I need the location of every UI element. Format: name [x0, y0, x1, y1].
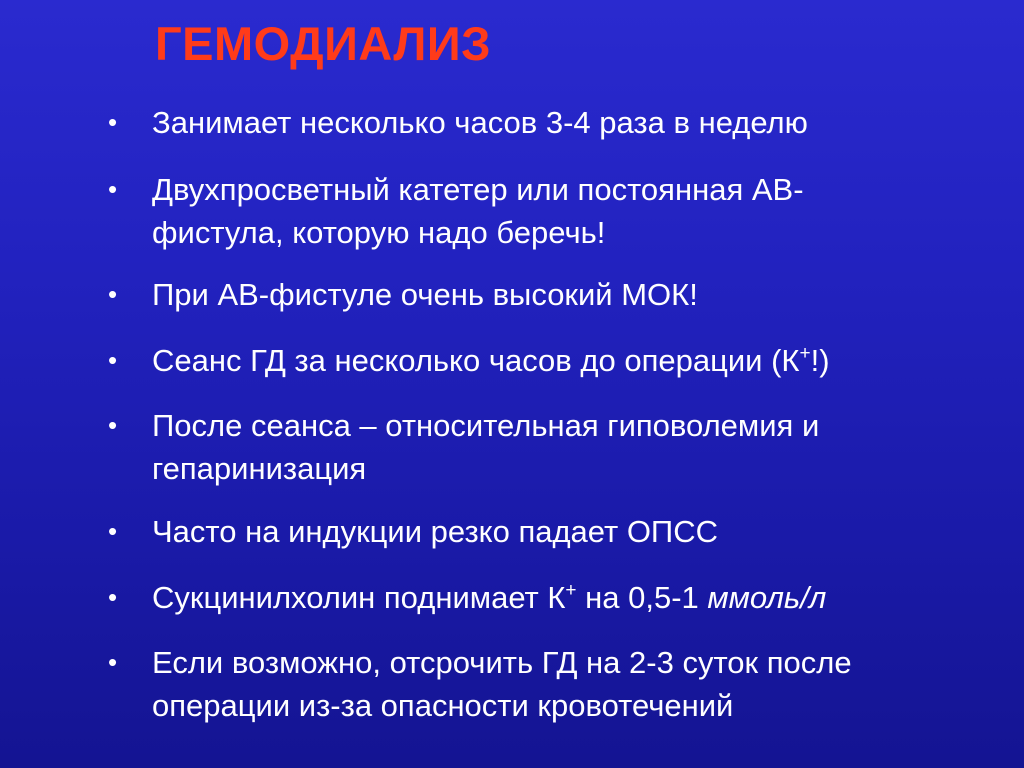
bullet-text-part: Сеанс ГД за несколько часов до операции (К — [152, 343, 800, 378]
bullet-text-line: гепаринизация — [152, 451, 367, 486]
bullet-item — [108, 168, 908, 254]
superscript-plus: + — [565, 580, 577, 601]
bullet-item — [108, 576, 908, 619]
bullet-item — [108, 510, 908, 553]
slide-title: ГЕМОДИАЛИЗ — [155, 17, 492, 70]
bullet-text — [152, 404, 908, 490]
bullet-marker: • — [108, 107, 118, 137]
bullet-text: Занимает несколько часов 3-4 раза в неделю — [152, 105, 808, 140]
bullet-item — [108, 101, 908, 144]
bullet-marker: • — [108, 410, 118, 440]
bullet-text-part: !) — [810, 343, 830, 378]
bullet-text-line: фистула, которую надо беречь! — [152, 215, 606, 250]
bullet-text-line: Если возможно, отсрочить ГД на 2-3 суток после — [152, 645, 852, 680]
bullet-marker: • — [108, 647, 118, 677]
bullet-text-part: Сукцинилхолин поднимает К — [152, 580, 566, 615]
bullet-text-part: на 0,5-1 — [576, 580, 708, 615]
superscript-plus: + — [799, 343, 811, 364]
bullet-text — [152, 576, 908, 619]
bullet-text: Часто на индукции резко падает ОПСС — [152, 514, 718, 549]
bullet-text — [152, 339, 908, 382]
bullet-item — [108, 404, 908, 490]
bullet-marker: • — [108, 279, 118, 309]
bullet-item — [108, 641, 908, 727]
bullet-marker: • — [108, 174, 118, 204]
bullet-item — [108, 273, 908, 316]
unit-text: ммоль/л — [707, 580, 827, 615]
bullet-marker: • — [108, 582, 118, 612]
bullet-item — [108, 339, 908, 382]
bullet-marker: • — [108, 516, 118, 546]
bullet-text — [152, 168, 908, 254]
bullet-text-line: После сеанса – относительная гиповолемия и — [152, 408, 820, 443]
bullet-text-line: операции из-за опасности кровотечений — [152, 688, 734, 723]
bullet-text: При АВ-фистуле очень высокий МОК! — [152, 277, 698, 312]
bullet-text — [152, 641, 908, 727]
bullet-marker: • — [108, 345, 118, 375]
bullet-text-line: Двухпросветный катетер или постоянная АВ- — [152, 172, 804, 207]
